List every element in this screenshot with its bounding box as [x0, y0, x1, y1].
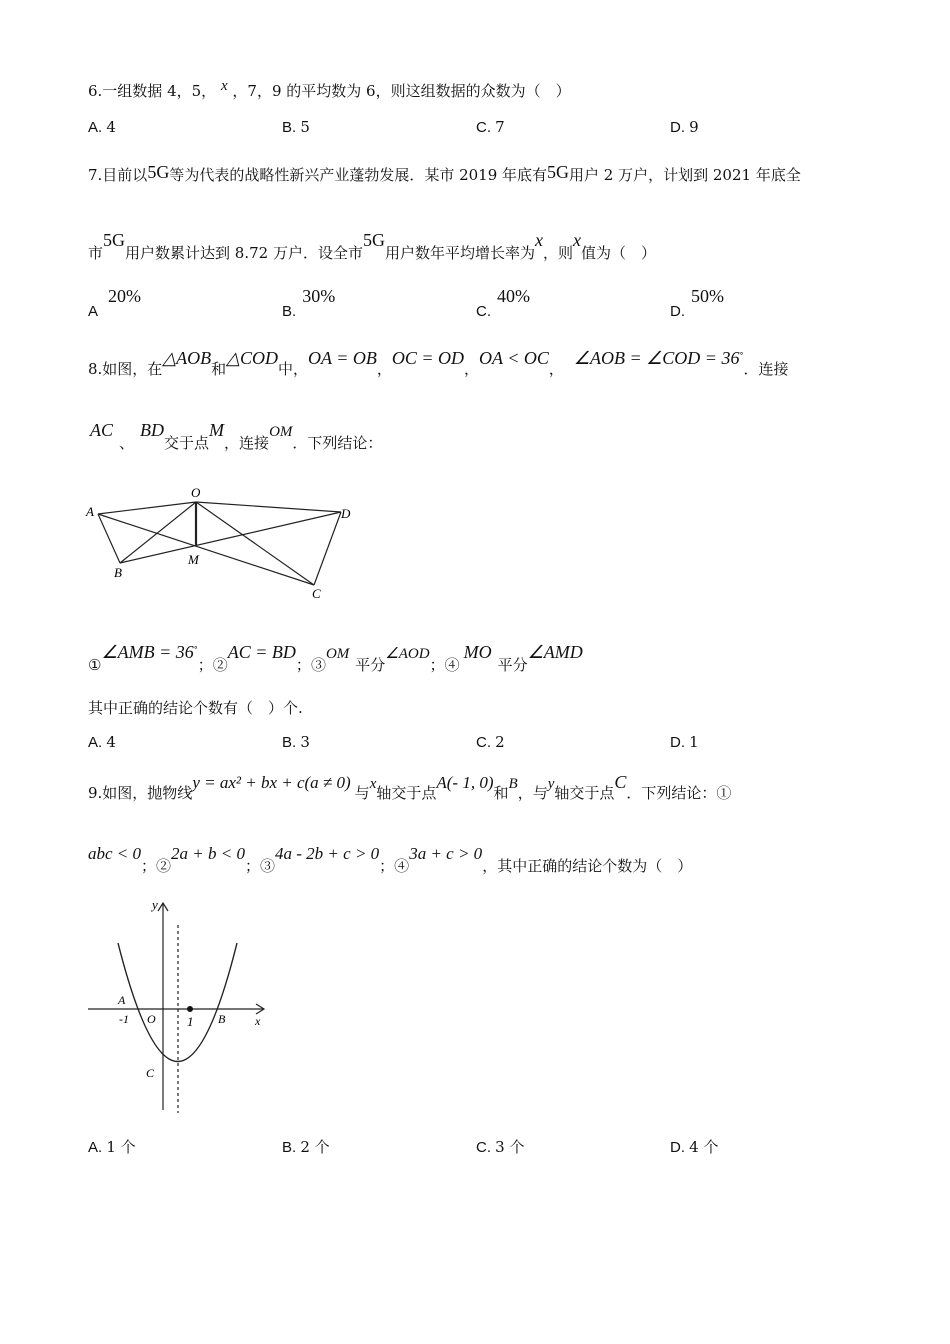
q7-option-b[interactable]: B.30% [282, 286, 336, 320]
q8-option-a[interactable]: A. 4 [88, 733, 116, 751]
q7-var-x-1: x [534, 230, 543, 250]
q7-line2: 市5G用户数累计达到 8.72 万户．设全市5G用户数年平均增长率为x，则x值为（ ） [88, 230, 656, 262]
q9-label-1: 1 [187, 1014, 194, 1029]
q6-option-b[interactable]: B. 5 [282, 118, 310, 136]
q9-label-b: B [218, 1012, 226, 1026]
q8-label-b: B [114, 565, 122, 580]
q9-label-minus1: -1 [119, 1012, 129, 1026]
q8-label-m: M [188, 552, 199, 567]
q9-label-x: x [255, 1014, 261, 1028]
q9-option-d[interactable]: D. 4 个 [670, 1138, 719, 1156]
q7-option-c[interactable]: C.40% [476, 286, 530, 320]
q9-parabola-curve [118, 943, 237, 1062]
q8-seg-ab [98, 514, 120, 563]
q7-option-d[interactable]: D.50% [670, 286, 724, 320]
q9-option-b[interactable]: B. 2 个 [282, 1138, 330, 1156]
q7-5g-1: 5G [147, 162, 170, 182]
q9-line1: 9.如图，抛物线y = ax² + bx + c(a ≠ 0)与x轴交于点A(- 1, 0)和B，与y轴交于点C．下列结论：① [88, 772, 732, 802]
q6-var-x: x [220, 78, 228, 94]
q8-option-d[interactable]: D. 1 [670, 733, 699, 751]
q8-option-c[interactable]: C. 2 [476, 733, 505, 751]
q8-seg-oc [196, 502, 314, 585]
q8-seg-ac [98, 514, 314, 585]
q8-conclusions: ①∠AMB = 36°；②AC = BD；③OM平分∠AOD；④MO平分∠AMD [88, 642, 583, 674]
q8-seg-dc [314, 512, 341, 585]
q8-line1: 8.如图，在△AOB和△COD中，OA = OB，OC = OD，OA < OC，∠AOB = ∠COD = 36°．连接 [88, 348, 789, 378]
q7-line1: 7.目前以5G等为代表的战略性新兴产业蓬勃发展．某市 2019 年底有5G用户 2 万户，计划到 2021 年底全 [88, 162, 801, 184]
q8-label-c: C [312, 586, 321, 600]
q7-5g-3: 5G [103, 230, 126, 250]
q9-label-y: y [152, 897, 158, 912]
q9-option-a[interactable]: A. 1 个 [88, 1138, 136, 1156]
q8-option-b[interactable]: B. 3 [282, 733, 310, 751]
q9-label-a: A [118, 993, 126, 1007]
q6-stem: 6.一组数据 4，5， x ，7，9 的平均数为 6，则这组数据的众数为（ ） [88, 78, 571, 100]
q8-label-o: O [191, 485, 201, 500]
q8-label-d: D [341, 506, 351, 521]
q8-seg-ao [98, 502, 196, 514]
q7-5g-2: 5G [547, 162, 570, 182]
q7-var-x-2: x [572, 230, 581, 250]
q8-seg-od [196, 502, 341, 512]
q9-line2: abc < 0；②2a + b < 0；③4a - 2b + c > 0；④3a + c > 0，其中正确的结论个数为（ ） [88, 844, 693, 875]
q9-label-o: O [147, 1012, 156, 1026]
q9-point-1 [187, 1006, 193, 1012]
q9-label-c: C [146, 1066, 155, 1080]
q9-graph [84, 895, 284, 1120]
q7-option-a[interactable]: A20% [88, 286, 142, 320]
q8-seg-bd [120, 512, 341, 563]
q8-diagram [84, 480, 364, 600]
q9-option-c[interactable]: C. 3 个 [476, 1138, 525, 1156]
q7-5g-4: 5G [362, 230, 385, 250]
q6-option-d[interactable]: D. 9 [670, 118, 699, 136]
q8-question: 其中正确的结论个数有（ ）个. [88, 699, 303, 717]
q8-label-a: A [86, 504, 94, 519]
q8-line2: AC、BD交于点M，连接OM．下列结论： [90, 420, 383, 452]
q6-option-a[interactable]: A. 4 [88, 118, 116, 136]
q6-option-c[interactable]: C. 7 [476, 118, 505, 136]
